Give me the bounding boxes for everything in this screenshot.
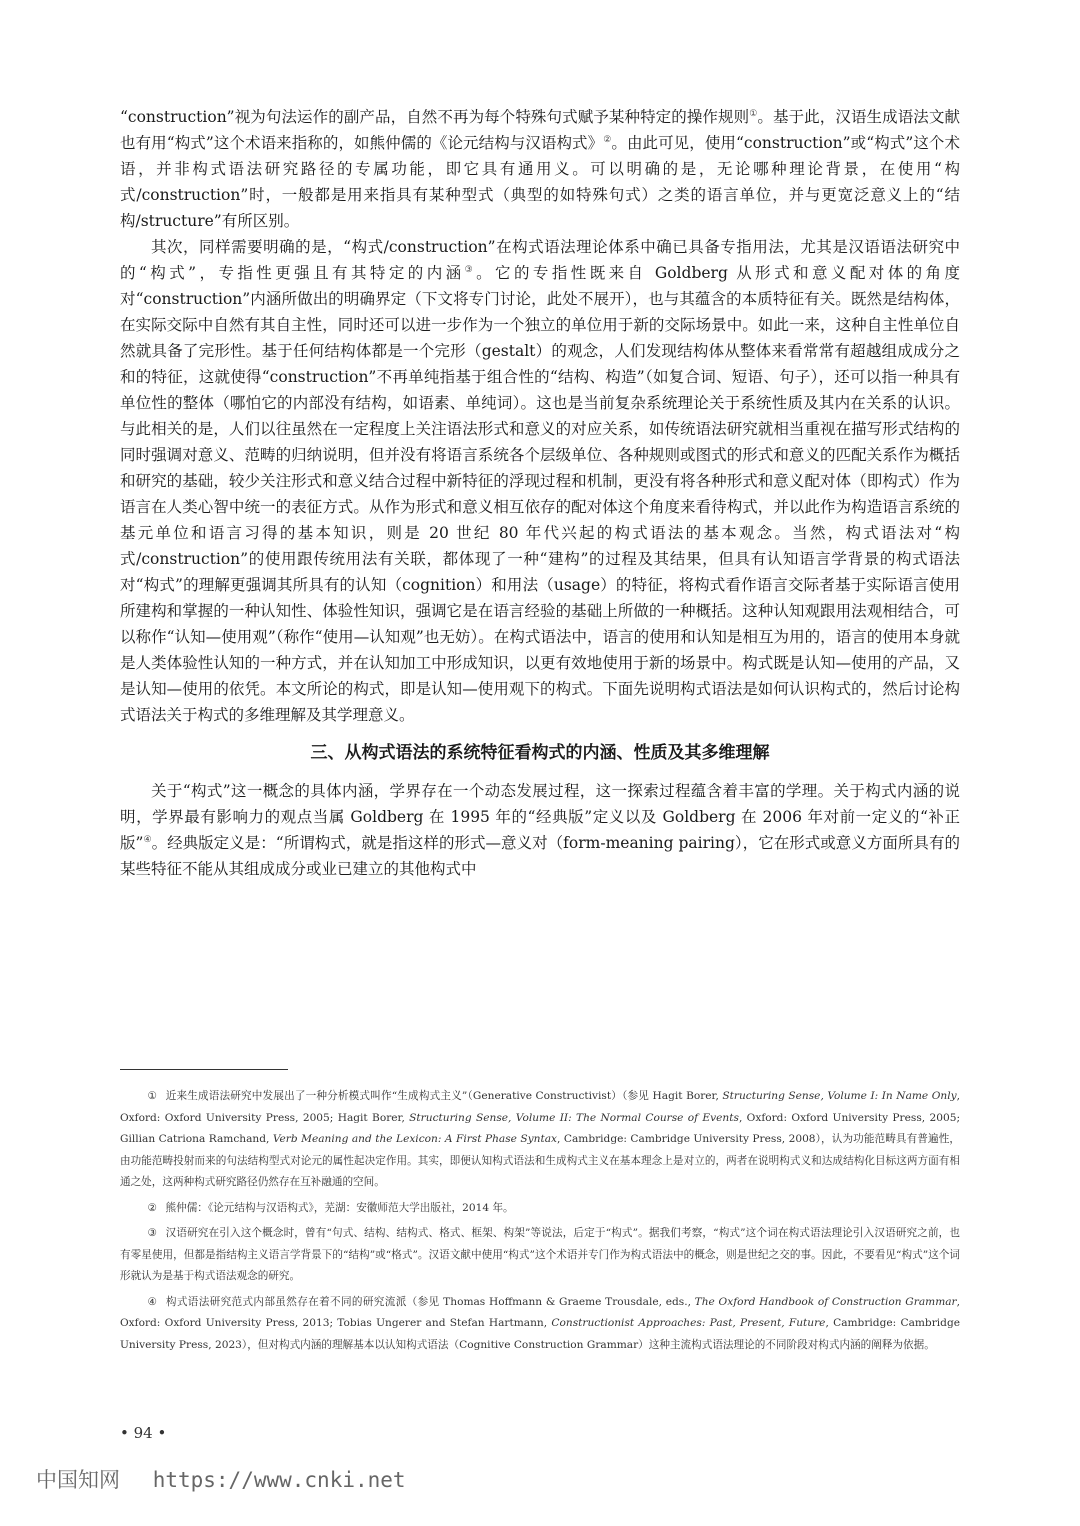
section-heading: 三、从构式语法的系统特征看构式的内涵、性质及其多维理解 [310, 743, 770, 763]
text-run: 关于“构式”这一概念的具体内涵，学界存在一个动态发展过程，这一探索过程蕴含着丰富的学理。关于构式内涵的说明，学界最有影响力的观点当属 Goldberg 在 1995 年的“经典版”定义以及 Goldberg 在 2006 年对前一定义的“补正版” [120, 782, 960, 852]
text-run: 近来生成语法研究中发展出了一种分析模式叫作“生成构式主义”（Generative Constructivist）（参见 Hagit Borer, [165, 1090, 723, 1102]
footnote-marker: ② [147, 1201, 158, 1214]
paragraph-1 [120, 104, 960, 234]
footnote-marker: ① [147, 1090, 158, 1102]
text-run: , Oxford: Oxford University Press, 2013; Tobias Ungerer and Stefan Hartmann, [120, 1295, 960, 1329]
text-run: 。由此可见，使用“construction”或“构式”这个术语，并非构式语法研究路径的专属功能，即它具有通用义。可以明确的是，无论哪种理论背景，在使用“构式/construction”时，一般都是用来指具有某种型式（典型的如特殊句式）之类的语言单位，并与更宽泛意义上的“结构/structure”有所区别。 [120, 134, 961, 230]
text-run: 。它的专指性既来自 Goldberg 从形式和意义配对体的角度对“construction”内涵所做出的明确界定（下文将专门讨论，此处不展开），也与其蕴含的本质特征有关。既然是结构体，在实际交际中自然有其自主性，同时还可以进一步作为一个独立的单位用于新的交际场景中。如此一来，这种自主性单位自然就具备了完形性。基于任何结构体都是一个完形（gestalt）的观念，人们发现结构体从整体来看常常有超越组成成分之和的特征，这就使得“construction”不再单纯指基于组合性的“结构、构造”（如复合词、短语、句子），还可以指一种具有单位性的整体（哪怕它的内部没有结构，如语素、单纯词）。这也是当前复杂系统理论关于系统性质及其内在关系的认识。与此相关的是，人们以往虽然在一定程度上关注语法形式和意义的对应关系，如传统语法研究就相当重视在描写形式结构的同时强调对意义、范畴的归纳说明，但并没有将语言系统各个层级单位、各种规则或图式的形式和意义的匹配关系作为概括和研究的基础，较少关注形式和意义结合过程中新特征的浮现过程和机制，更没有将各种形式和意义配对体（即构式）作为语言在人类心智中统一的表征方式。从作为形式和意义相互依存的配对体这个角度来看待构式，并以此作为构造语言系统的基元单位和语言习得的基本知识，则是 20 世纪 80 年代兴起的构式语法的基本观念。当然，构式语法对“构式/construction”的使用跟传统用法有关联，都体现了一种“建构”的过程及其结果，但具有认知语言学背景的构式语法对“构式”的理解更强调其所具有的认知（cognition）和用法（usage）的特征，将构式看作语言交际者基于实际语言使用所建构和掌握的一种认知性、体验性知识，强调它是在语言经验的基础上所做的一种概括。这种认知观跟用法观相结合，可以称作“认知—使用观”（称作“使用—认知观”也无妨）。在构式语法中，语言的使用和认知是相互为用的，语言的使用本身就是人类体验性认知的一种方式，并在认知加工中形成知识，以更有效地使用于新的场景中。构式既是认知—使用的产品，又是认知—使用的依凭。本文所论的构式，即是认知—使用观下的构式。下面先说明构式语法是如何认识构式的，然后讨论构式语法关于构式的多维理解及其学理意义。 [120, 264, 960, 724]
text-run: 。基于此，汉语生成语法文献也有用“构式”这个术语来指称的，如熊仲儒的《论元结构与汉语构式》 [120, 108, 960, 152]
text-run: , Cambridge: Cambridge University Press, 2008），认为功能范畴具有普遍性，由功能范畴投射而来的句法结构型式对论元的属性起决定作用。其实，即便认知构式语法和生成构式主义在基本理念上是对立的，两者在说明构式义和达成结构化目标这两方面有相通之处，这两种构式研究路径仍然存在互补融通的空间。 [120, 1133, 960, 1188]
text-run: 。经典版定义是：“所谓构式，就是指这样的形式—意义对（form-meaning pairing），它在形式或意义方面所具有的某些特征不能从其组成成分或业已建立的其他构式中 [120, 834, 960, 878]
text-run: 其次，同样需要明确的是，“构式/construction”在构式语法理论体系中确已具备专指用法，尤其是汉语语法研究中的“构式”，专指性更强且有其特定的内涵 [120, 238, 960, 282]
footnote-4 [120, 1292, 960, 1357]
italic-title: The Oxford Handbook of Construction Grammar [694, 1295, 957, 1308]
cnki-url[interactable]: https://www.cnki.net [152, 1468, 406, 1492]
footnote-2 [120, 1198, 960, 1220]
italic-title: Verb Meaning and the Lexicon: A First Phase Syntax [272, 1133, 558, 1145]
footnote-marker: ③ [147, 1227, 158, 1239]
paragraph-3 [120, 778, 960, 882]
footnote-3 [120, 1223, 960, 1288]
text-run: 汉语研究在引入这个概念时，曾有“句式、结构、结构式、格式、框架、构架”等说法，后定于“构式”。据我们考察，“构式”这个词在构式语法理论引入汉语研究之前，也有零星使用，但都是指结构主义语言学背景下的“结构”或“格式”。汉语文献中使用“构式”这个术语并专门作为构式语法中的概念，则是世纪之交的事。因此，不要看见“构式”这个词形就认为是基于构式语法观念的研究。 [120, 1227, 960, 1282]
footnote-ref[interactable]: ② [603, 134, 612, 145]
watermark-footer [36, 1464, 406, 1494]
italic-title: Constructionist Approaches: Past, Present, Future [551, 1317, 826, 1329]
footnote-separator [120, 1069, 288, 1070]
footnote-1 [120, 1086, 960, 1194]
text-run: , Oxford: Oxford University Press, 2005; Gillian Catriona Ramchand, [120, 1111, 961, 1145]
text-run: 构式语法研究范式内部虽然存在着不同的研究流派（参见 Thomas Hoffmann & Graeme Trousdale, eds., [165, 1295, 695, 1308]
cnki-brand: 中国知网 [36, 1468, 120, 1492]
footnote-ref[interactable]: ③ [464, 264, 477, 275]
text-run: , Cambridge: Cambridge University Press, 2023），但对构式内涵的理解基本以认知构式语法（Cognitive Construction Grammar）这种主流构式语法理论的不同阶段对构式内涵的阐释为依据。 [120, 1317, 960, 1351]
italic-title: Structuring Sense, Volume II: The Normal Course of Events [409, 1111, 739, 1124]
text-run: “construction”视为句法运作的副产品，自然不再为每个特殊句式赋予某种特定的操作规则 [120, 108, 750, 126]
footnote-ref[interactable]: ① [749, 108, 758, 119]
footnotes [120, 1086, 960, 1360]
article-body [120, 104, 960, 882]
italic-title: Structuring Sense, Volume I: In Name Only [722, 1090, 957, 1102]
text-run: , Oxford: Oxford University Press, 2005; Hagit Borer, [120, 1090, 960, 1124]
footnote-ref[interactable]: ④ [143, 834, 152, 845]
footnote-marker: ④ [147, 1295, 158, 1308]
text-run: 熊仲儒：《论元结构与汉语构式》，芜湖：安徽师范大学出版社，2014 年。 [165, 1201, 514, 1214]
paragraph-2 [120, 234, 960, 728]
page-number: • 94 • [120, 1424, 167, 1442]
